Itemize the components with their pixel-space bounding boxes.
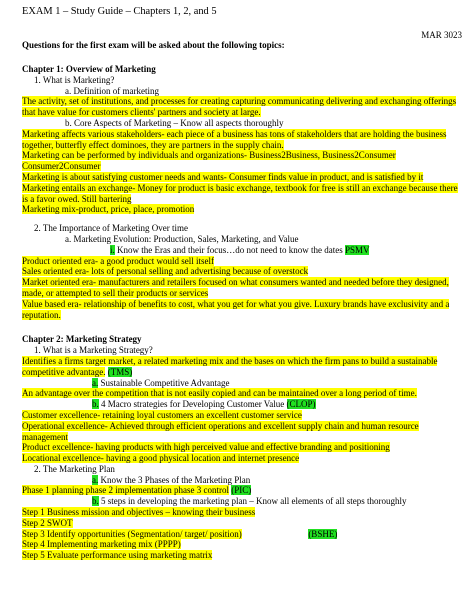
ch1-item-2: 2. The Importance of Marketing Over time: [34, 223, 189, 234]
macro-strategies-list: [22, 410, 464, 464]
strategy-definition: Identifies a firms target market, a related marketing mix and the bases on which the firm pans to build a sustainable competitive advantage.: [22, 355, 438, 377]
aspect-item: Marketing mix-product, price, place, promotion: [22, 204, 195, 215]
era-item: Product oriented era- a good product would sell itself: [22, 255, 214, 266]
aspect-item: Marketing affects various stakeholders- each piece of a business has tons of stakeholders that are holding the business together, butterfly effect dominoes, they are partners in the supply chain.: [22, 128, 447, 150]
aspect-item: Marketing can be performed by individuals and organizations- Business2Business, Business2Consumer Consumer2Consumer: [22, 150, 396, 172]
aspect-item: Marketing entails an exchange- Money for product is basic exchange, textbook for free is still an exchange because there is a favor owed. Still bartering: [22, 182, 458, 204]
ch1-item-1b: b. Core Aspects of Marketing – Know all aspects thoroughly: [65, 117, 284, 128]
ch1-item-2a: a. Marketing Evolution: Production, Sales, Marketing, and Value: [65, 233, 299, 244]
chapter-2-section: [22, 334, 464, 561]
item-text: Sustainable Competitive Advantage: [100, 377, 230, 388]
ch2-item-1a: [22, 378, 464, 389]
ch1-item-2a-i: [22, 245, 464, 256]
step-item: Step 4 Implementing marketing mix (PPPP): [22, 539, 181, 550]
step-item: Step 5 Evaluate performance using marketing matrix: [22, 550, 213, 561]
chapter-1-heading: Chapter 1: Overview of Marketing: [22, 64, 156, 74]
mnemonic-tag: (PIC): [231, 485, 252, 496]
step-item: Step 2 SWOT: [22, 517, 73, 528]
item-text: Know the Eras and their focus…do not need to know the dates: [117, 244, 343, 255]
phases-text: Phase 1 planning phase 2 implementation phase 3 control: [22, 485, 229, 496]
item-marker: i.: [110, 244, 115, 255]
item-marker: a.: [92, 474, 99, 485]
aspect-item: Marketing is about satisfying customer needs and wants- Consumer finds value in product, and is satisfied by it: [22, 171, 424, 182]
ch2-item-1b: [22, 399, 464, 410]
chapter-1-section: [22, 64, 464, 320]
era-item: Sales oriented era- lots of personal selling and advertising because of overstock: [22, 266, 309, 277]
ch1-item-1: 1. What is Marketing?: [34, 74, 115, 85]
era-item: Market oriented era- manufacturers and retailers focused on what consumers wanted and needed before they designed, made, or attempted to sell their products or services: [22, 277, 449, 298]
item-marker: b.: [92, 496, 99, 507]
ch2-item-2: 2. The Marketing Plan: [34, 463, 115, 474]
course-code: MAR 3023: [421, 30, 462, 40]
macro-item: Customer excellence- retaining loyal customers an excellent customer service: [22, 409, 302, 420]
intro-text: Questions for the first exam will be asked about the following topics:: [22, 40, 285, 50]
step-item: Step 1 Business mission and objectives – knowing their business: [22, 507, 256, 518]
chapter-2-heading: Chapter 2: Marketing Strategy: [22, 334, 142, 345]
document-title: EXAM 1 – Study Guide – Chapters 1, 2, and 5: [22, 6, 217, 17]
eras-list: [22, 256, 464, 321]
ch2-item-1: 1. What is a Marketing Strategy?: [34, 345, 153, 356]
item-marker: b.: [92, 399, 99, 410]
plan-steps-list: [22, 507, 464, 561]
macro-item: Product excellence- having products with high perceived value and effective branding and positioning: [22, 442, 390, 453]
item-text: Know the 3 Phases of the Marketing Plan: [100, 474, 251, 485]
mnemonic-tag: (BSHE): [308, 528, 338, 539]
item-marker: a.: [92, 377, 99, 388]
step-item: Step 3 Identify opportunities (Segmentation/ target/ position): [22, 528, 242, 539]
aspects-list: [22, 129, 464, 215]
ch2-item-2a: [22, 475, 464, 486]
mnemonic-tag: (TMS): [107, 366, 133, 377]
ch1-item-1a: a. Definition of marketing: [65, 85, 159, 96]
item-text: 4 Macro strategies for Developing Customer Value: [101, 399, 285, 410]
ch2-item-2b: [22, 496, 464, 507]
mnemonic-tag: PSMV: [344, 244, 370, 255]
advantage-definition: An advantage over the competition that is not easily copied and can be maintained over a long period of time.: [22, 388, 417, 399]
macro-item: Locational excellence- having a good physical location and internet presence: [22, 453, 300, 464]
era-item: Value based era- relationship of benefits to cost, what you get for what you give. Luxury brands have exclusivity and a reputation.: [22, 298, 450, 320]
mnemonic-tag: (CLOP): [286, 399, 316, 410]
marketing-definition: The activity, set of institutions, and processes for creating capturing communicating delivering and exchanging offerings that have value for customers clients' partners and society at large.: [22, 96, 457, 118]
item-text: 5 steps in developing the marketing plan – Know all elements of all steps thoroughly: [101, 496, 407, 507]
macro-item: Operational excellence- Achieved through efficient operations and excellent supply chain and human resource management: [22, 420, 419, 442]
